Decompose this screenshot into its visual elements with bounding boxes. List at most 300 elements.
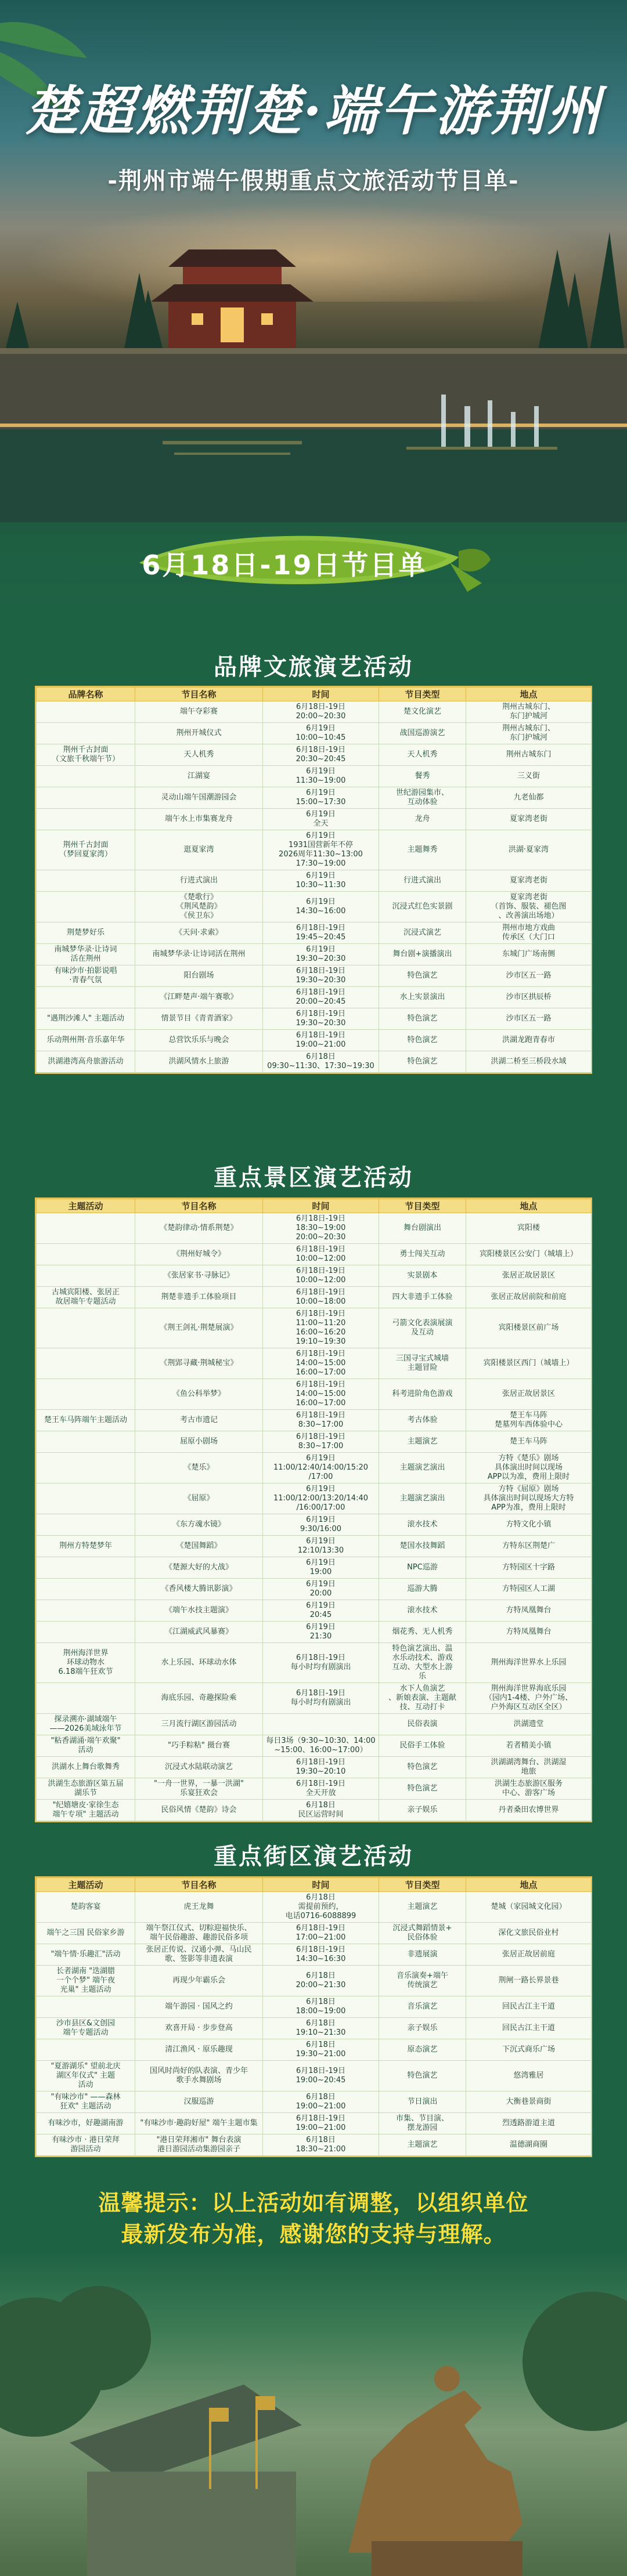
table-row xyxy=(37,766,592,787)
table-row xyxy=(37,1892,592,1923)
table-cell xyxy=(37,2039,135,2061)
table-cell xyxy=(37,1996,135,2018)
table-cell: 特色演艺 xyxy=(379,1757,466,1778)
column-header: 品牌名称 xyxy=(37,688,135,701)
table-cell: 端午游园 · 国风之约 xyxy=(135,1996,263,2018)
table-cell: 洪湖生态旅游区第五届 湖乐节 xyxy=(37,1778,135,1800)
brand-events-table-wrap xyxy=(35,686,592,1074)
table-cell: 宾阳楼 xyxy=(466,1213,592,1244)
column-header: 地点 xyxy=(466,1878,592,1892)
column-header: 地点 xyxy=(466,1199,592,1213)
table-row xyxy=(37,1051,592,1073)
table-cell: 《楚歌行》 《荆风楚韵》 《侯卫东》 xyxy=(135,892,263,922)
table-cell: 水上乐园、环球动水体 xyxy=(135,1643,263,1683)
table-cell: 6月18日 19:30~21:00 xyxy=(263,2039,379,2061)
table-cell: 6月18日-19日 每小时均有剧演出 xyxy=(263,1643,379,1683)
reminder-notice: 温馨提示：以上活动如有调整，以组织单位 最新发布为准，感谢您的支持与理解。 xyxy=(98,2190,529,2247)
bottom-scene xyxy=(0,2251,627,2576)
table-cell: 楚韵客宴 xyxy=(37,1892,135,1923)
table-cell: 特色演艺演出、温 水乐动技术、游戏 互动、大型水上游 乐 xyxy=(379,1643,466,1683)
table-cell: 洪湖水上舞台歌舞秀 xyxy=(37,1757,135,1778)
table-cell: 6月19日 19:00 xyxy=(263,1557,379,1579)
table-cell: 6月18日-19日 14:00~15:00 16:00~17:00 xyxy=(263,1379,379,1410)
table-cell: 有味沙市，好趣湖南游 xyxy=(37,2113,135,2134)
table-cell: 夏家湾老街 xyxy=(466,809,592,830)
table-cell: 情景节目《青青酒家》 xyxy=(135,1008,263,1030)
table-cell: "纪嬉塘皮·家徐生态 端午专项" 主题活动 xyxy=(37,1800,135,1821)
date-banner xyxy=(134,528,493,598)
table-cell: 方特《屈原》剧场 具体演出时间以现场大方特 APP为准，费用上限时 xyxy=(466,1484,592,1514)
table-cell: 民俗手工体验 xyxy=(379,1735,466,1757)
table-cell: 水下人鱼演艺 、新娘表演、主题献 技、互动打卡 xyxy=(379,1683,466,1714)
table-cell: 《鱼公科举梦》 xyxy=(135,1379,263,1410)
table-cell: 考古市遗记 xyxy=(135,1410,263,1431)
table-row xyxy=(37,2039,592,2061)
table-cell: 《荆州好城令》 xyxy=(135,1244,263,1265)
table-row xyxy=(37,1643,592,1683)
table-row xyxy=(37,1944,592,1966)
column-header: 节目名称 xyxy=(135,1199,263,1213)
table-cell: "夏游湖乐" 望前北庆 湖区年仪式" 主题 活动 xyxy=(37,2061,135,2092)
table-cell: 6月18日-19日 20:00~20:45 xyxy=(263,987,379,1008)
table-cell: 方特凤凰舞台 xyxy=(466,1622,592,1643)
table-cell: 悠湾雅居 xyxy=(466,2061,592,2092)
table-cell: 荆州海洋世界 环球动物水 6.18端午狂欢节 xyxy=(37,1643,135,1683)
table-row xyxy=(37,1683,592,1714)
table-cell: 6月19日 10:30~11:30 xyxy=(263,870,379,892)
table-cell: 荆州千古封面 （文旅千秋端午节） xyxy=(37,744,135,766)
table-cell: "遇荆沙滩人" 主题活动 xyxy=(37,1008,135,1030)
table-cell: 古城宾阳楼、张居正 故居端午专题活动 xyxy=(37,1287,135,1308)
table-cell: 深化文旅民俗业村 xyxy=(466,1923,592,1944)
table-cell: 三义街 xyxy=(466,766,592,787)
table-cell xyxy=(37,1308,135,1348)
table-row xyxy=(37,987,592,1008)
table-cell: 九老仙都 xyxy=(466,787,592,809)
scenic-events-table xyxy=(36,1199,592,1821)
table-cell xyxy=(37,1683,135,1714)
table-cell: 虎王龙舞 xyxy=(135,1892,263,1923)
table-cell: 张居正故居前院和前庭 xyxy=(466,1287,592,1308)
table-cell: 洪湖湖湾舞台、洪湖湿 地旅 xyxy=(466,1757,592,1778)
table-cell: 6月19日 1931国营新年不停 2026周年11:30~13:00 17:30~19:00 xyxy=(263,830,379,870)
table-cell: 宾阳楼景区前广场 xyxy=(466,1308,592,1348)
table-row xyxy=(37,1287,592,1308)
table-cell: 6月19日 全天 xyxy=(263,809,379,830)
table-cell: 丹者桑田农博世界 xyxy=(466,1800,592,1821)
table-cell: 回民古江主干道 xyxy=(466,1996,592,2018)
table-cell: 6月18日-19日 19:30~20:10 xyxy=(263,1757,379,1778)
table-cell: 主题演艺 xyxy=(379,2134,466,2156)
table-cell: 行进式演出 xyxy=(135,870,263,892)
table-cell: "有味沙市·趣韵好屋" 端午主题市集 xyxy=(135,2113,263,2134)
table-cell: 餐秀 xyxy=(379,766,466,787)
table-cell: 总营饮乐乐与晚会 xyxy=(135,1030,263,1051)
table-cell xyxy=(37,1213,135,1244)
table-cell: 长者湖南 "迭湖腊 一个个梦" 端午夜 光巢" 主题活动 xyxy=(37,1966,135,1996)
table-cell: 阳台剧场 xyxy=(135,965,263,987)
table-cell: 水上实景演出 xyxy=(379,987,466,1008)
table-cell: 6月18日-19日 10:00~12:00 xyxy=(263,1244,379,1265)
hero-banner xyxy=(0,0,627,615)
column-header: 节目类型 xyxy=(379,1878,466,1892)
table-cell xyxy=(37,1579,135,1600)
table-cell xyxy=(37,870,135,892)
table-cell: 6月18日 20:00~21:30 xyxy=(263,1966,379,1996)
table-cell: 科考进阶角色游戏 xyxy=(379,1379,466,1410)
table-cell: 探录溯亦·湖域端午 ——2026美域泳年节 xyxy=(37,1714,135,1735)
table-cell: 楚城（家园城文化园） xyxy=(466,1892,592,1923)
table-cell: 四大非遗手工体验 xyxy=(379,1287,466,1308)
column-header: 主题活动 xyxy=(37,1878,135,1892)
scenic-events-table-wrap xyxy=(35,1197,592,1822)
table-cell: 6月18日-19日 8:30~17:00 xyxy=(263,1431,379,1453)
table-cell: 6月18日-19日 19:45~20:45 xyxy=(263,922,379,944)
table-cell: 亲子娱乐 xyxy=(379,2018,466,2039)
table-cell: 6月19日 10:00~10:45 xyxy=(263,723,379,744)
table-row xyxy=(37,892,592,922)
table-cell xyxy=(37,1431,135,1453)
table-cell: 方特园区十字路 xyxy=(466,1557,592,1579)
table-cell: 6月18日-19日 19:30~20:30 xyxy=(263,1008,379,1030)
table-cell: "粘香湖涌·端午欢聚" 活动 xyxy=(37,1735,135,1757)
section-title-brand: 品牌文旅演艺活动 xyxy=(214,654,413,681)
table-cell: 市集、节目演、 摆龙游园 xyxy=(379,2113,466,2134)
table-cell: 方特《楚乐》剧场 具体演出时间以现场 APP以为准，费用上限时 xyxy=(466,1453,592,1484)
column-header: 节目名称 xyxy=(135,688,263,701)
table-row xyxy=(37,1514,592,1536)
table-cell: 行进式演出 xyxy=(379,870,466,892)
table-cell: 6月18日-19日 10:00~12:00 xyxy=(263,1265,379,1287)
table-row xyxy=(37,1348,592,1379)
table-row xyxy=(37,1410,592,1431)
table-row xyxy=(37,1735,592,1757)
city-wall xyxy=(0,348,627,429)
table-cell: 有味沙市·拍影说唱 ·青春气氛 xyxy=(37,965,135,987)
table-cell: 方特凤凰舞台 xyxy=(466,1600,592,1622)
table-cell: 战国巡游演艺 xyxy=(379,723,466,744)
table-cell: 荆州古城东门、 东门护城河 xyxy=(466,701,592,723)
table-cell: 张居正传说、汉通小弹、马山民 歌、签影等非遗表演 xyxy=(135,1944,263,1966)
table-cell xyxy=(37,766,135,787)
table-cell: 沉浸式水陆联动演艺 xyxy=(135,1757,263,1778)
table-cell: 荆州方特楚梦年 xyxy=(37,1536,135,1557)
table-cell: 《屈原》 xyxy=(135,1484,263,1514)
street-events-table-wrap xyxy=(35,1876,592,2157)
table-cell: 6月18日 需提前预约， 电话0716-6088899 xyxy=(263,1892,379,1923)
table-cell: 《荆王剑礼·荆楚展演》 xyxy=(135,1308,263,1348)
table-cell: 荆楚非遗手工体验项目 xyxy=(135,1287,263,1308)
table-row xyxy=(37,1244,592,1265)
table-cell: 荆州古城东门 xyxy=(466,744,592,766)
table-cell: 荆州古城东门、 东门护城河 xyxy=(466,723,592,744)
table-cell: 6月18日-19日 18:30~19:00 20:00~20:30 xyxy=(263,1213,379,1244)
table-cell: 6月19日 11:00/12:40/14:00/15:20 /17:00 xyxy=(263,1453,379,1484)
table-cell: 6月18日-19日 全天开放 xyxy=(263,1778,379,1800)
table-cell: 温德湖商圈 xyxy=(466,2134,592,2156)
table-cell: 世纪游园集市、 互动体验 xyxy=(379,787,466,809)
subtitle: -荆州市端午假期重点文旅活动节目单- xyxy=(107,168,520,194)
table-cell: 6月19日 11:00/12:00/13:20/14:40 /16:00/17:00 xyxy=(263,1484,379,1514)
table-cell xyxy=(37,1244,135,1265)
table-cell xyxy=(37,701,135,723)
table-cell: "一舟一世界，一暴一洪湖" 乐宴狂欢会 xyxy=(135,1778,263,1800)
table-cell: 沙市区拱辰桥 xyxy=(466,987,592,1008)
table-cell: 洪湖龙跑青春市 xyxy=(466,1030,592,1051)
table-cell: 6月19日 14:30~16:00 xyxy=(263,892,379,922)
column-header: 节目类型 xyxy=(379,688,466,701)
table-row xyxy=(37,1536,592,1557)
table-cell xyxy=(37,1557,135,1579)
table-row xyxy=(37,1923,592,1944)
table-row xyxy=(37,1308,592,1348)
column-header: 节目类型 xyxy=(379,1199,466,1213)
table-cell: 天人机秀 xyxy=(135,744,263,766)
table-cell: 南城梦华录·让诗词活在荆州 xyxy=(135,944,263,965)
table-cell: 主题舞秀 xyxy=(379,830,466,870)
table-cell: 亲子娱乐 xyxy=(379,1800,466,1821)
table-row xyxy=(37,922,592,944)
table-cell: "巧手粽粘" 摄台赛 xyxy=(135,1735,263,1757)
table-cell: 沉浸式舞蹈情景+ 民俗体验 xyxy=(379,1923,466,1944)
section-title-scenic: 重点景区演艺活动 xyxy=(214,1164,413,1191)
table-cell: 有味沙市 · 港日荣拜 游园活动 xyxy=(37,2134,135,2156)
table-cell: 端午祭江仪式、切粽迎福快乐、 端午民俗趣游、趣游民俗多项 xyxy=(135,1923,263,1944)
table-cell: 沙市县区&文创园 端午专题活动 xyxy=(37,2018,135,2039)
table-cell: 特色演艺 xyxy=(379,1030,466,1051)
table-cell: 烈透路游道主道 xyxy=(466,2113,592,2134)
table-cell: 6月18日-19日 14:30~16:30 xyxy=(263,1944,379,1966)
table-cell: 沉浸式演艺 xyxy=(379,922,466,944)
table-cell: 洪湖·夏家湾 xyxy=(466,830,592,870)
table-cell: 荆闸一路长界景巷 xyxy=(466,1966,592,1996)
table-cell: 方特园区人工湖 xyxy=(466,1579,592,1600)
table-row xyxy=(37,2092,592,2113)
date-banner-text: 6月18日-19日节目单 xyxy=(142,549,427,581)
table-cell: 楚王车马阵端午主题活动 xyxy=(37,1410,135,1431)
table-cell xyxy=(263,1714,379,1735)
table-cell: 《荆郢寻藏·荆城秘宝》 xyxy=(135,1348,263,1379)
table-row xyxy=(37,744,592,766)
table-cell: 荆州海洋世界海底乐园 （园内1-4楼、户外广场、 户外海区互动区全区） xyxy=(466,1683,592,1714)
table-cell: 特色演艺 xyxy=(379,1051,466,1073)
table-cell: 实景剧本 xyxy=(379,1265,466,1287)
table-row xyxy=(37,1030,592,1051)
table-row xyxy=(37,2061,592,2092)
table-cell: 6月18日 18:30~21:00 xyxy=(263,2134,379,2156)
table-cell xyxy=(37,1348,135,1379)
table-row xyxy=(37,787,592,809)
table-cell xyxy=(37,1265,135,1287)
table-cell: 楚王车马阵 楚墓列车西体验中心 xyxy=(466,1410,592,1431)
table-cell: 每日3场（9:30~10:30、14:00 ~15:00、16:00~17:00） xyxy=(263,1735,379,1757)
table-cell: 国风时尚好的队表演、青少年 歌手水舞剧场 xyxy=(135,2061,263,2092)
table-cell xyxy=(37,809,135,830)
table-cell: 南城梦华录·让诗词 活在荆州 xyxy=(37,944,135,965)
table-cell: 6月18日-19日 20:30~20:45 xyxy=(263,744,379,766)
table-cell: 大衡巷景商街 xyxy=(466,2092,592,2113)
table-cell: 主题演艺演出 xyxy=(379,1453,466,1484)
table-cell: 三月流行湖区游园活动 xyxy=(135,1714,263,1735)
table-row xyxy=(37,723,592,744)
table-cell: 6月18日-19日 11:00~11:20 16:00~16:20 19:10~19:30 xyxy=(263,1308,379,1348)
section-title-street: 重点街区演艺活动 xyxy=(214,1843,413,1870)
table-row xyxy=(37,1008,592,1030)
table-row xyxy=(37,1757,592,1778)
table-row xyxy=(37,701,592,723)
table-cell: 6月18日 18:00~19:00 xyxy=(263,1996,379,2018)
table-cell xyxy=(37,1514,135,1536)
table-cell: 《端午水技主题演》 xyxy=(135,1600,263,1622)
table-cell: 洪湖风情水上旅游 xyxy=(135,1051,263,1073)
table-cell: 音乐演奏+端午 传统演艺 xyxy=(379,1966,466,1996)
table-cell: 《香风楼大腾讯影演》 xyxy=(135,1579,263,1600)
table-cell: 6月18日-19日 19:00~20:45 xyxy=(263,2061,379,2092)
street-events-table xyxy=(36,1877,592,2156)
table-row xyxy=(37,1265,592,1287)
table-cell: 6月18日-19日 19:30~20:30 xyxy=(263,965,379,987)
table-cell: 《江畔楚声·端午赛歌》 xyxy=(135,987,263,1008)
table-cell: 《张居家书·寻脉记》 xyxy=(135,1265,263,1287)
column-header: 时间 xyxy=(263,1199,379,1213)
table-cell: "端午情·乐趣汇"活动 xyxy=(37,1944,135,1966)
table-cell: 荆州千古封面 （梦回夏家湾） xyxy=(37,830,135,870)
table-cell: 荆楚梦好乐 xyxy=(37,922,135,944)
table-cell xyxy=(37,723,135,744)
table-row xyxy=(37,2113,592,2134)
main-title: 楚超燃荆楚·端午游荆州 xyxy=(24,79,603,142)
column-header: 节目名称 xyxy=(135,1878,263,1892)
table-row xyxy=(37,1714,592,1735)
table-row xyxy=(37,1966,592,1996)
table-cell: 6月19日 20:45 xyxy=(263,1600,379,1622)
table-cell: 清江渔风 · 原乐趣现 xyxy=(135,2039,263,2061)
table-cell: 洪湖二桥至三桥段水域 xyxy=(466,1051,592,1073)
table-cell: 方特文化小镇 xyxy=(466,1514,592,1536)
table-cell xyxy=(37,1622,135,1643)
table-cell: 端午夺彩赛 xyxy=(135,701,263,723)
table-row xyxy=(37,1800,592,1821)
table-cell xyxy=(37,987,135,1008)
table-cell: 非遗展演 xyxy=(379,1944,466,1966)
table-cell: 东城门广场南侧 xyxy=(466,944,592,965)
table-cell: 沉浸式红色实景剧 xyxy=(379,892,466,922)
table-cell: 6月18日 19:10~21:30 xyxy=(263,2018,379,2039)
table-cell: 6月18日-19日 19:00~21:00 xyxy=(263,2113,379,2134)
gate-tower xyxy=(151,249,314,348)
table-cell: 灵动山端午国潮游园会 xyxy=(135,787,263,809)
table-cell: 6月18日-19日 每小时均有剧演出 xyxy=(263,1683,379,1714)
table-cell: 汉服巡游 xyxy=(135,2092,263,2113)
table-cell: 6月18日-19日 19:00~21:00 xyxy=(263,1030,379,1051)
horse-statue xyxy=(348,2366,522,2576)
table-cell: 主题演艺 xyxy=(379,1431,466,1453)
table-cell: 6月19日 20:00 xyxy=(263,1579,379,1600)
table-cell: 6月18日-19日 10:00~18:00 xyxy=(263,1287,379,1308)
tree-canopy xyxy=(0,2286,627,2437)
table-cell: 6月18日 19:00~21:00 xyxy=(263,2092,379,2113)
table-cell: 滚水技术 xyxy=(379,1600,466,1622)
table-row xyxy=(37,1778,592,1800)
table-cell: 宾阳楼景区公安门（城墙上） xyxy=(466,1244,592,1265)
table-cell: 乐动荆州荆·音乐嘉年华 xyxy=(37,1030,135,1051)
table-cell: 节日演出 xyxy=(379,2092,466,2113)
table-cell: NPC巡游 xyxy=(379,1557,466,1579)
table-cell: 6月18日-19日 17:00~21:00 xyxy=(263,1923,379,1944)
table-cell: 楚王车马阵 xyxy=(466,1431,592,1453)
table-cell: 洪湖遗堂 xyxy=(466,1714,592,1735)
column-header: 时间 xyxy=(263,1878,379,1892)
table-row xyxy=(37,1453,592,1484)
table-cell: 三国寻宝式城墙 主题冒险 xyxy=(379,1348,466,1379)
table-cell: 洪湖港湾高舟旅游活动 xyxy=(37,1051,135,1073)
table-cell: 《楚乐》 xyxy=(135,1453,263,1484)
table-cell: 民俗表演 xyxy=(379,1714,466,1735)
table-cell xyxy=(37,1484,135,1514)
table-cell: 下沉式商乐广场 xyxy=(466,2039,592,2061)
table-row xyxy=(37,2134,592,2156)
table-cell: 舞台剧+演播演出 xyxy=(379,944,466,965)
table-cell: 张居正故居景区 xyxy=(466,1265,592,1287)
table-cell: 6月18日-19日 20:00~20:30 xyxy=(263,701,379,723)
table-row xyxy=(37,1996,592,2018)
table-cell: 原态演艺 xyxy=(379,2039,466,2061)
table-cell: 6月19日 21:30 xyxy=(263,1622,379,1643)
table-cell: 荆州开城仪式 xyxy=(135,723,263,744)
bottom-illustration xyxy=(0,2251,627,2576)
table-cell: 特色演艺 xyxy=(379,1008,466,1030)
table-cell: 特色演艺 xyxy=(379,1778,466,1800)
table-cell xyxy=(37,787,135,809)
table-cell: 6月18日 09:30~11:30、17:30~19:30 xyxy=(263,1051,379,1073)
pavilion-roof xyxy=(70,2385,302,2576)
table-cell: 勇士闯关互动 xyxy=(379,1244,466,1265)
table-cell xyxy=(37,1600,135,1622)
table-cell: 舞台剧演出 xyxy=(379,1213,466,1244)
table-cell: 《楚国舞蹈》 xyxy=(135,1536,263,1557)
table-cell xyxy=(37,1379,135,1410)
table-cell: 《东方魂水镜》 xyxy=(135,1514,263,1536)
table-cell: 《天问·求索》 xyxy=(135,922,263,944)
table-cell: 弓箭文化表演展演 及互动 xyxy=(379,1308,466,1348)
table-cell: 海底乐园、奇趣探险乘 xyxy=(135,1683,263,1714)
table-row xyxy=(37,1379,592,1410)
table-cell: 主题演艺 xyxy=(379,1892,466,1923)
table-cell: 方特东区荆楚广 xyxy=(466,1536,592,1557)
table-cell: 逛夏家湾 xyxy=(135,830,263,870)
table-cell: 宾阳楼景区西门（城墙上） xyxy=(466,1348,592,1379)
table-cell: 《江湖威武风暴赛》 xyxy=(135,1622,263,1643)
table-cell: 夏家湾老街 xyxy=(466,870,592,892)
brand-events-table xyxy=(36,687,592,1073)
column-header: 主题活动 xyxy=(37,1199,135,1213)
table-cell: 洪湖生态旅游区服务 中心、游客广场 xyxy=(466,1778,592,1800)
table-cell: 巡游大腾 xyxy=(379,1579,466,1600)
table-cell: 欢喜开局 · 步步登高 xyxy=(135,2018,263,2039)
table-row xyxy=(37,1579,592,1600)
table-cell: 音乐演艺 xyxy=(379,1996,466,2018)
table-cell: 荆州海洋世界水上乐园 xyxy=(466,1643,592,1683)
table-cell: 沙市区五一路 xyxy=(466,965,592,987)
table-cell: 6月18日-19日 14:00~15:00 16:00~17:00 xyxy=(263,1348,379,1379)
table-row xyxy=(37,1600,592,1622)
table-cell xyxy=(37,1453,135,1484)
table-cell: "港日荣拜湘市" 舞台表演 港日游园活动集游园亲子 xyxy=(135,2134,263,2156)
table-cell: 楚国水技舞蹈 xyxy=(379,1536,466,1557)
table-row xyxy=(37,944,592,965)
column-header: 地点 xyxy=(466,688,592,701)
table-cell xyxy=(37,892,135,922)
